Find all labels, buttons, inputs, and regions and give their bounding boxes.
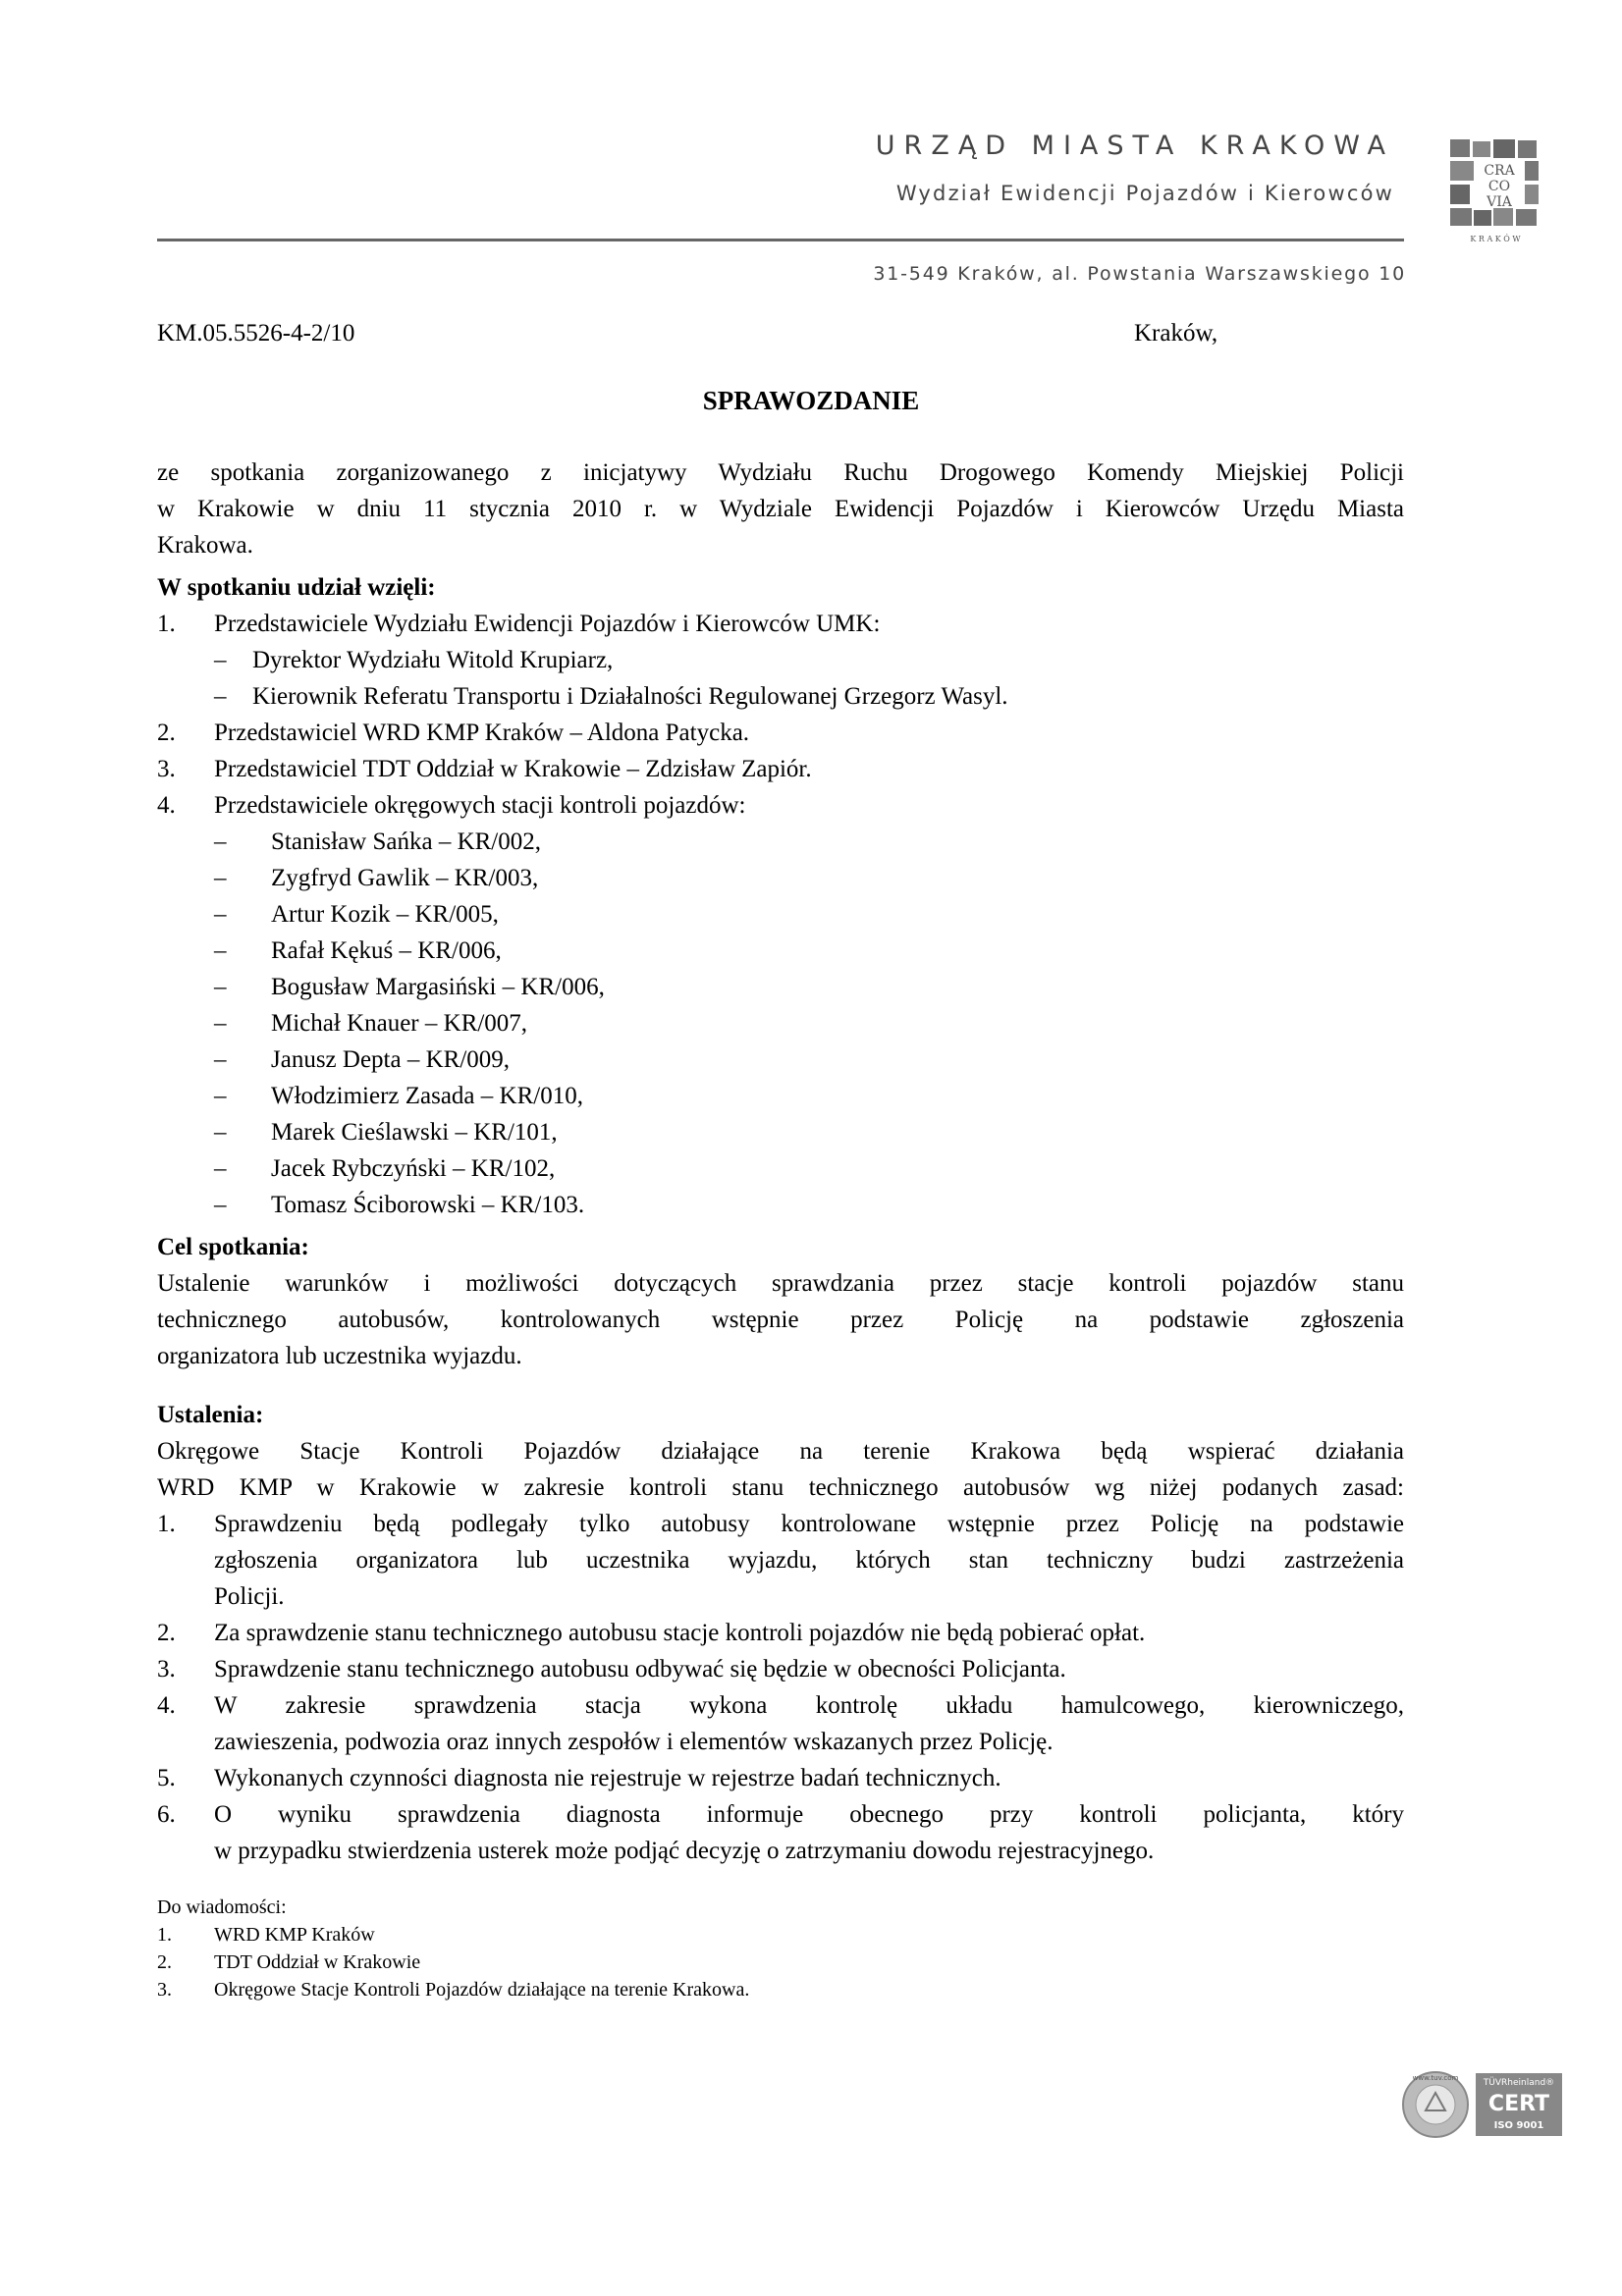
dash-bullet: – [214, 1083, 227, 1109]
list-text: w przypadku stwierdzenia usterek może podjąć decyzję o zatrzymaniu dowodu rejestracyjnego. [214, 1838, 1155, 1864]
dash-bullet: – [214, 647, 227, 673]
purpose-line: Ustalenie warunków i możliwości dotyczących sprawdzania przez stacje kontroli pojazdów stanu [157, 1270, 1404, 1297]
list-subitem [157, 896, 1404, 933]
cert-standard: ISO 9001 [1493, 2120, 1544, 2131]
department-name: Wydział Ewidencji Pojazdów i Kierowców [895, 182, 1394, 205]
cert-brand: TÜVRheinland® [1483, 2078, 1555, 2088]
list-text: Przedstawiciel WRD KMP Kraków – Aldona Patycka. [214, 720, 750, 746]
logo-text-2: CO [1487, 179, 1511, 194]
dash-bullet: – [214, 683, 227, 710]
document-body [157, 454, 1404, 1869]
list-item [157, 1651, 1404, 1687]
dash-bullet: – [214, 1119, 227, 1146]
list-text: Jacek Rybczyński – KR/102, [271, 1155, 556, 1182]
list-text: Zygfryd Gawlik – KR/003, [271, 865, 539, 891]
dash-bullet: – [214, 865, 227, 891]
list-number: 5. [157, 1765, 176, 1791]
list-subitem [157, 860, 1404, 896]
intro-line: w Krakowie w dniu 11 stycznia 2010 r. w Wydziale Ewidencji Pojazdów i Kierowców Urzędu Miasta [157, 496, 1404, 522]
list-text: Przedstawiciel TDT Oddział w Krakowie – Zdzisław Zapiór. [214, 756, 812, 782]
list-number: 2. [157, 720, 176, 746]
list-item [157, 1615, 1404, 1651]
station-list [157, 824, 1404, 1223]
distribution-heading: Do wiadomości: [157, 1896, 287, 1918]
list-item [157, 1796, 1404, 1869]
list-text: Przedstawiciele Wydziału Ewidencji Pojazdów i Kierowców UMK: [214, 611, 881, 637]
list-text: zawieszenia, podwozia oraz innych zespołów i elementów wskazanych przez Policję. [214, 1729, 1054, 1755]
office-name: URZĄD MIASTA KRAKOWA [875, 131, 1394, 161]
office-address: 31-549 Kraków, al. Powstania Warszawskiego 10 [873, 263, 1406, 285]
list-text: Policji. [214, 1583, 285, 1610]
list-item [157, 715, 1404, 751]
list-text: Za sprawdzenie stanu technicznego autobusu stacje kontroli pojazdów nie będą pobierać opłat. [214, 1620, 1146, 1646]
document-title: SPRAWOZDANIE [702, 386, 920, 415]
list-number: 4. [157, 1692, 176, 1719]
logo-text-3: VIA [1487, 194, 1512, 210]
list-number: 1. [157, 1924, 172, 1946]
list-text: WRD KMP Kraków [214, 1924, 375, 1946]
dash-bullet: – [214, 1046, 227, 1073]
list-number: 4. [157, 792, 176, 819]
list-text: Stanisław Sańka – KR/002, [271, 828, 541, 855]
list-subitem [157, 1150, 1404, 1187]
list-text: Włodzimierz Zasada – KR/010, [271, 1083, 583, 1109]
purpose-line: technicznego autobusów, kontrolowanych wstępnie przez Policję na podstawie zgłoszenia [157, 1307, 1404, 1333]
list-text: Rafał Kękuś – KR/006, [271, 937, 502, 964]
list-number: 2. [157, 1951, 172, 1973]
dash-bullet: – [214, 1192, 227, 1218]
findings-heading: Ustalenia: [157, 1402, 264, 1428]
list-subitem [157, 678, 1404, 715]
cert-mark: CERT [1487, 2092, 1550, 2116]
list-subitem [157, 824, 1404, 860]
list-number: 6. [157, 1801, 176, 1828]
list-item [157, 787, 1404, 824]
list-text: O wyniku sprawdzenia diagnosta informuje obecnego przy kontroli policjanta, który [214, 1801, 1404, 1828]
list-text: Wykonanych czynności diagnosta nie rejestruje w rejestrze badań technicznych. [214, 1765, 1001, 1791]
document-place: Kraków, [1134, 320, 1218, 347]
dash-bullet: – [214, 1010, 227, 1037]
findings-intro-line: Okręgowe Stacje Kontroli Pojazdów działające na terenie Krakowa będą wspierać działania [157, 1438, 1404, 1465]
dash-bullet: – [214, 937, 227, 964]
distribution-list [157, 1894, 749, 2003]
list-subitem [157, 969, 1404, 1005]
list-text: Sprawdzenie stanu technicznego autobusu odbywać się będzie w obecności Policjanta. [214, 1656, 1066, 1682]
list-item [157, 1506, 1404, 1615]
list-text: Kierownik Referatu Transportu i Działalności Regulowanej Grzegorz Wasyl. [252, 683, 1008, 710]
list-item [157, 1976, 749, 2003]
logo-text-1: CRA [1484, 163, 1515, 179]
intro-line: Krakowa. [157, 532, 253, 559]
dash-bullet: – [214, 901, 227, 928]
logo-caption: K R A K Ó W [1470, 235, 1521, 243]
list-subitem [157, 1041, 1404, 1078]
cert-ring-text: www.tuv.com [1412, 2074, 1459, 2082]
list-item [157, 751, 1404, 787]
list-text: Sprawdzeniu będą podlegały tylko autobusy kontrolowane wstępnie przez Policję na podstawie [214, 1511, 1404, 1537]
reference-number: KM.05.5526-4-2/10 [157, 320, 355, 347]
list-text: Janusz Depta – KR/009, [271, 1046, 511, 1073]
list-item [157, 1687, 1404, 1760]
list-number: 1. [157, 611, 176, 637]
dash-bullet: – [214, 828, 227, 855]
list-item [157, 1921, 749, 1949]
cracovia-logo [1448, 137, 1556, 250]
list-text: Bogusław Margasiński – KR/006, [271, 974, 605, 1000]
list-text: Artur Kozik – KR/005, [271, 901, 499, 928]
purpose-heading: Cel spotkania: [157, 1234, 309, 1260]
list-subitem [157, 933, 1404, 969]
iso-certificate-badge [1399, 2069, 1566, 2140]
purpose-line: organizatora lub uczestnika wyjazdu. [157, 1343, 522, 1369]
list-item [157, 1949, 749, 1976]
list-subitem [157, 1005, 1404, 1041]
list-subitem [157, 1078, 1404, 1114]
list-text: zgłoszenia organizatora lub uczestnika wyjazdu, których stan techniczny budzi zastrzeżenia [214, 1547, 1404, 1574]
list-number: 1. [157, 1511, 176, 1537]
list-text: Michał Knauer – KR/007, [271, 1010, 528, 1037]
header-divider [157, 239, 1404, 241]
list-text: Okręgowe Stacje Kontroli Pojazdów działające na terenie Krakowa. [214, 1979, 750, 2001]
dash-bullet: – [214, 974, 227, 1000]
list-number: 3. [157, 756, 176, 782]
intro-line: ze spotkania zorganizowanego z inicjatywy Wydziału Ruchu Drogowego Komendy Miejskiej Policji [157, 459, 1404, 486]
list-item [157, 606, 1404, 642]
dash-bullet: – [214, 1155, 227, 1182]
list-number: 2. [157, 1620, 176, 1646]
list-number: 3. [157, 1656, 176, 1682]
list-text: Tomasz Ściborowski – KR/103. [271, 1192, 585, 1218]
findings-intro-line: WRD KMP w Krakowie w zakresie kontroli stanu technicznego autobusów wg niżej podanych zasad: [157, 1474, 1404, 1501]
list-number: 3. [157, 1979, 172, 2001]
list-text: Marek Cieślawski – KR/101, [271, 1119, 558, 1146]
list-item [157, 1760, 1404, 1796]
list-subitem [157, 642, 1404, 678]
list-text: Przedstawiciele okręgowych stacji kontroli pojazdów: [214, 792, 746, 819]
list-subitem [157, 1114, 1404, 1150]
list-subitem [157, 1187, 1404, 1223]
list-text: W zakresie sprawdzenia stacja wykona kontrolę układu hamulcowego, kierowniczego, [214, 1692, 1404, 1719]
list-text: TDT Oddział w Krakowie [214, 1951, 421, 1973]
participants-heading: W spotkaniu udział wzięli: [157, 574, 436, 601]
list-text: Dyrektor Wydziału Witold Krupiarz, [252, 647, 614, 673]
